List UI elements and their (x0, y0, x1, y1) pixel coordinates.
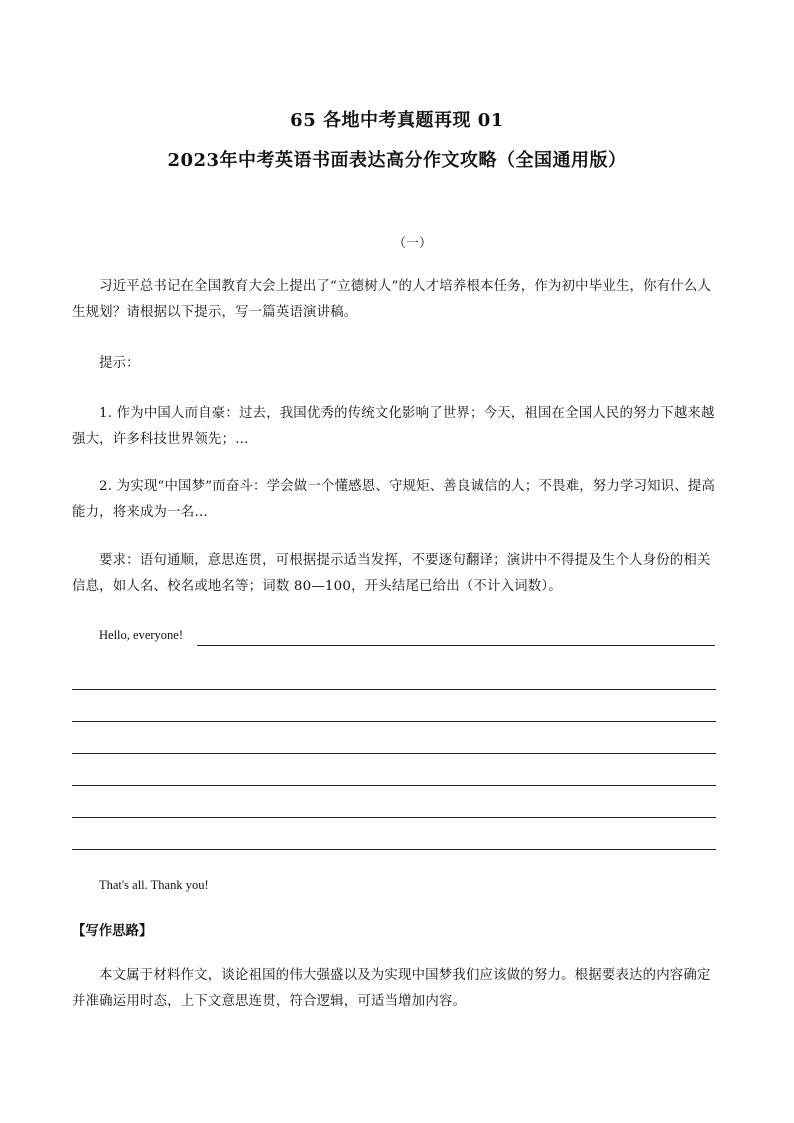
analysis-heading: 【写作思路】 (72, 923, 153, 939)
analysis-body: 本文属于材料作文，谈论祖国的伟大强盛以及为实现中国梦我们应该做的努力。根据要表达的内容确定并准确运用时态，上下文意思连贯，符合逻辑，可适当增加内容。 (72, 968, 711, 1009)
hint-item-2: 2. 为实现“中国梦”而奋斗：学会做一个懂感恩、守规矩、善良诚信的人；不畏难，努力学习知识、提高能力，将来成为一名… (72, 479, 716, 520)
writing-line[interactable] (72, 721, 716, 722)
writing-line[interactable] (72, 849, 716, 850)
essay-opening: Hello, everyone! (99, 628, 183, 642)
section-number: （一） (392, 236, 432, 251)
document-title-line2: 2023年中考英语书面表达高分作文攻略（全国通用版） (167, 150, 627, 171)
hint-label: 提示： (99, 356, 140, 371)
requirements: 要求：语句通顺，意思连贯，可根据提示适当发挥，不要逐句翻译；演讲中不得提及生个人身份的相关信息，如人名、校名或地名等；词数 80—100，开头结尾已给出（不计入词数）。 (72, 553, 711, 594)
writing-line[interactable] (72, 689, 716, 690)
writing-line[interactable] (72, 817, 716, 818)
prompt-intro: 习近平总书记在全国教育大会上提出了“立德树人”的人才培养根本任务，作为初中毕业生，你有什么人生规划？请根据以下提示，写一篇英语演讲稿。 (72, 279, 712, 320)
document-title-line1: 65 各地中考真题再现 01 (290, 110, 504, 131)
writing-line[interactable] (197, 645, 715, 646)
hint-item-1: 1. 作为中国人而自豪：过去，我国优秀的传统文化影响了世界；今天，祖国在全国人民的努力下越来越强大，许多科技世界领先；… (72, 406, 715, 447)
writing-line[interactable] (72, 785, 716, 786)
writing-line[interactable] (72, 753, 716, 754)
essay-closing: That's all. Thank you! (99, 878, 209, 892)
